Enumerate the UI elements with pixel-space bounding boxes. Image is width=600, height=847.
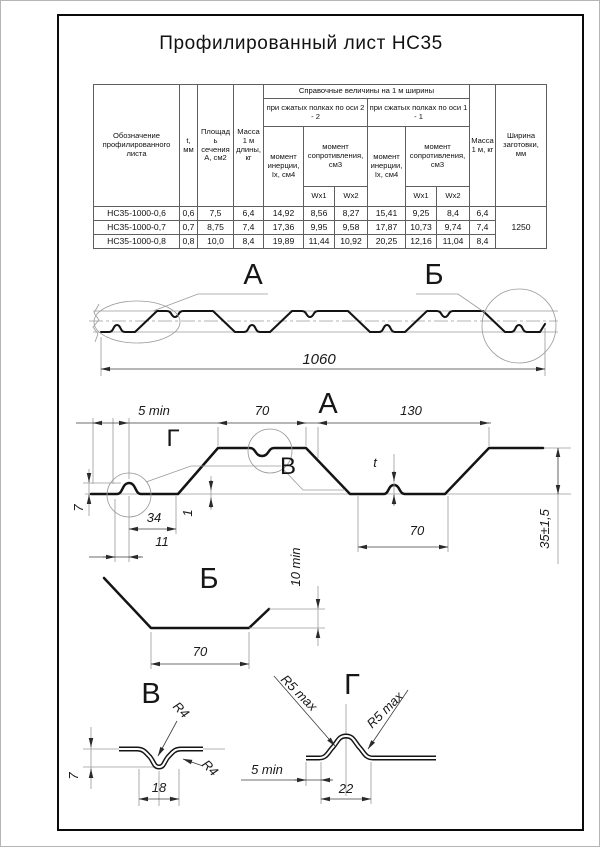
cell: 8,4: [470, 235, 496, 249]
table-row: [94, 221, 547, 235]
cell: 7,4: [234, 221, 264, 235]
cell: 9,58: [335, 221, 368, 235]
cell: 10,92: [335, 235, 368, 249]
detail-v-title: В: [141, 678, 161, 710]
label-detail-b: Б: [424, 259, 444, 291]
section-title-a: А: [318, 388, 338, 420]
cell: 8,4: [234, 235, 264, 249]
cell: 15,41: [368, 207, 406, 221]
dim-130: 130: [400, 403, 422, 418]
table-row: [94, 235, 547, 249]
dim-5min-group: [241, 762, 333, 786]
dim-5min: 5 min: [138, 403, 170, 418]
leader-lines: [146, 466, 345, 490]
cell: 11,04: [437, 235, 470, 249]
label-detail-v: В: [279, 453, 297, 480]
dim-total-width: 1060: [302, 351, 336, 368]
cell: 7,4: [470, 221, 496, 235]
reference-lines: [89, 304, 558, 342]
thickness-callout: [373, 454, 394, 506]
header-area: Площадь сечения А, см2: [198, 85, 234, 207]
radius-r4-bottom: R4: [199, 756, 222, 779]
header-designation: Обозначение профилированного листа: [94, 85, 180, 207]
header-wx1-2-2: Wx1: [304, 187, 335, 207]
cell: 0,7: [180, 221, 198, 235]
cell: 8,56: [304, 207, 335, 221]
cell-blank-width: 1250: [496, 207, 547, 249]
drawing-overview: [41, 254, 561, 396]
drawing-detail-g: [236, 656, 491, 821]
dim-22: 22: [338, 781, 354, 796]
cell: 19,89: [264, 235, 304, 249]
page-title: Профилированный лист НС35: [159, 33, 443, 54]
dim-18-group: [139, 769, 179, 806]
cell: 9,25: [406, 207, 437, 221]
drawing-detail-a: [41, 384, 581, 566]
header-inertia-1-1: момент инерции, Ix, см4: [368, 127, 406, 207]
header-wx2-1-1: Wx2: [437, 187, 470, 207]
cell: 8,27: [335, 207, 368, 221]
profile-path: [101, 311, 545, 332]
header-resistance-2-2: момент сопротивления, см3: [304, 127, 368, 187]
height-dimension-group: [537, 448, 571, 564]
cell: 7,5: [198, 207, 234, 221]
dim-10min: 10 min: [288, 547, 303, 587]
header-wx1-1-1: Wx1: [406, 187, 437, 207]
detail-b-title: Б: [199, 563, 219, 595]
cell: 12,16: [406, 235, 437, 249]
cell: 11,44: [304, 235, 335, 249]
dim-1-group: [180, 476, 211, 517]
dim-7: 7: [66, 772, 81, 780]
label-detail-a: А: [243, 259, 263, 291]
header-resistance-1-1: момент сопротивления, см3: [406, 127, 470, 187]
dim-34: 34: [146, 510, 162, 525]
cell: 0,8: [180, 235, 198, 249]
dim-70: 70: [192, 644, 208, 659]
dimension-1060: [101, 328, 545, 376]
radius-callouts: [158, 699, 221, 779]
header-mass-1m: Масса 1 м, кг: [470, 85, 496, 207]
cell: 10,0: [198, 235, 234, 249]
radius-r5-right: R5 max: [363, 688, 406, 731]
dim-70-group: [151, 632, 249, 669]
radius-r4-top: R4: [170, 698, 193, 721]
dim-10min-group: [249, 547, 325, 646]
cell: 0,6: [180, 207, 198, 221]
header-axis-1-1: при сжатых полках по оси 1 - 1: [368, 99, 470, 127]
profile-path: [104, 578, 269, 628]
cell: 20,25: [368, 235, 406, 249]
dim-7-group: [66, 727, 91, 789]
header-ref-values: Справочные величины на 1 м ширины: [264, 85, 470, 99]
header-thickness: t, мм: [180, 85, 198, 207]
header-mass-length: Масса 1 м длины, кг: [234, 85, 264, 207]
header-wx2-2-2: Wx2: [335, 187, 368, 207]
left-height-dimension: [71, 469, 121, 516]
dim-11: 11: [155, 534, 169, 549]
header-axis-2-2: при сжатых полках по оси 2 - 2: [264, 99, 368, 127]
dim-7: 7: [71, 504, 86, 512]
sheet-path: [119, 749, 203, 767]
cell: 9,74: [437, 221, 470, 235]
detail-g-title: Г: [344, 669, 360, 701]
cell: НС35-1000-0,7: [94, 221, 180, 235]
cell: НС35-1000-0,8: [94, 235, 180, 249]
cell: 6,4: [234, 207, 264, 221]
cell: 17,36: [264, 221, 304, 235]
dim-1: 1: [180, 509, 195, 517]
cell: 10,73: [406, 221, 437, 235]
radius-r5-left: R5 max: [278, 671, 321, 714]
cell: НС35-1000-0,6: [94, 207, 180, 221]
label-detail-g: Г: [166, 425, 180, 452]
dim-70-bottom: 70: [409, 523, 425, 538]
table-row: [94, 207, 547, 221]
header-inertia-2-2: момент инерции, Ix, см4: [264, 127, 304, 207]
dim-70-top: 70: [254, 403, 270, 418]
cell: 14,92: [264, 207, 304, 221]
cell: 9,95: [304, 221, 335, 235]
cell: 17,87: [368, 221, 406, 235]
cell: 8,4: [437, 207, 470, 221]
dim-70-bottom-group: [358, 496, 448, 552]
dim-5min: 5 min: [251, 762, 283, 777]
dim-height: 35±1,5: [537, 509, 552, 549]
leader-lines: [153, 294, 484, 312]
header-blank-width: Ширина заготовки, мм: [496, 85, 547, 207]
cell: 6,4: [470, 207, 496, 221]
spec-table: [93, 84, 547, 249]
detail-a-region: [94, 301, 180, 343]
profile-path: [91, 448, 543, 494]
dim-thickness: t: [373, 455, 377, 470]
cell: 8,75: [198, 221, 234, 235]
dim-18: 18: [151, 780, 167, 795]
